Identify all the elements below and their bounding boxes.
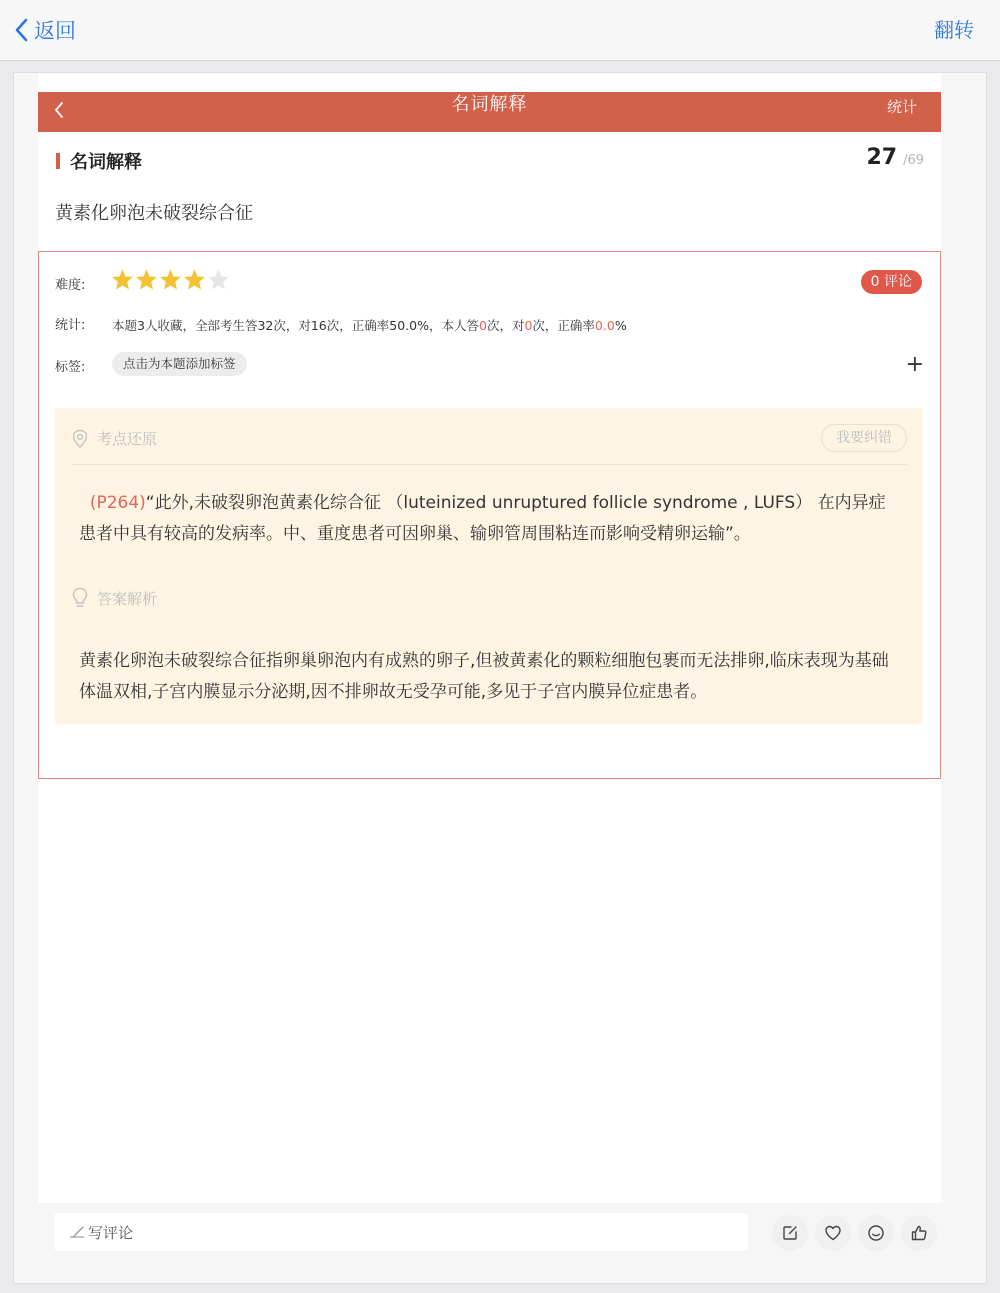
location-pin-icon — [71, 429, 89, 449]
add-tag-chip[interactable]: 点击为本题添加标签 — [112, 352, 247, 376]
write-comment-label: 写评论 — [88, 1223, 134, 1242]
question-counter — [866, 145, 924, 170]
point-paragraph — [79, 488, 901, 550]
answer-header-label: 答案解析 — [97, 589, 158, 608]
point-header-label: 考点还原 — [97, 430, 158, 448]
edit-note-button[interactable] — [772, 1215, 808, 1251]
back-label: 返回 — [34, 19, 76, 43]
add-tag-plus-button[interactable]: + — [905, 352, 924, 377]
lightbulb-icon — [71, 587, 89, 609]
stats-text — [112, 316, 627, 334]
divider — [71, 464, 907, 465]
point-header — [71, 428, 157, 449]
star-filled-icon — [111, 268, 134, 291]
bottom-action-bar — [54, 1213, 948, 1253]
question-content — [38, 73, 941, 1203]
question-sheet — [13, 72, 987, 1284]
like-button[interactable] — [901, 1215, 937, 1251]
section-title: 名词解释 — [70, 152, 142, 173]
star-empty-icon — [207, 268, 230, 291]
question-text: 黄素化卵泡未破裂综合征 — [55, 203, 253, 224]
heart-icon — [824, 1224, 842, 1242]
total-questions: /69 — [903, 153, 924, 168]
emoji-button[interactable] — [858, 1215, 894, 1251]
question-info-panel — [38, 251, 941, 779]
comments-badge[interactable]: 0 评论 — [861, 270, 922, 294]
stats-part-1: 本题3人收藏，全部考生答32次，对16次，正确率50.0%，本人答 — [112, 318, 479, 333]
answer-header — [71, 587, 157, 609]
analysis-panel — [55, 408, 923, 724]
section-accent-bar — [56, 153, 60, 169]
header-title: 名词解释 — [451, 94, 528, 115]
current-question-number: 27 — [866, 145, 898, 170]
thumbs-up-icon — [910, 1224, 928, 1242]
edit-icon — [781, 1224, 799, 1242]
stats-part-3: 次，正确率 — [532, 318, 595, 333]
stats-part-2: 次，对 — [486, 318, 525, 333]
star-filled-icon — [183, 268, 206, 291]
difficulty-stars — [111, 268, 231, 291]
own-correct-rate: 0.0 — [594, 318, 615, 333]
star-filled-icon — [159, 268, 182, 291]
flip-button[interactable]: 翻转 — [934, 18, 974, 42]
answer-paragraph: 黄素化卵泡未破裂综合征指卵巢卵泡内有成熟的卵子,但被黄素化的颗粒细胞包裹而无法排卵,临床表现为基础体温双相,子宫内膜显示分泌期,因不排卵故无受孕可能,多见于子宫内膜异位症患者。 — [79, 651, 889, 702]
section-heading — [54, 145, 924, 177]
stats-label: 统计: — [55, 318, 86, 333]
own-correct-count: 0 — [524, 318, 533, 333]
difficulty-label: 难度: — [55, 278, 86, 293]
top-navigation-bar — [0, 0, 1000, 61]
stats-part-4: % — [614, 318, 627, 333]
page-reference: (P264) — [89, 493, 146, 513]
write-comment-input[interactable] — [54, 1213, 748, 1251]
smile-icon — [867, 1224, 885, 1242]
stats-button[interactable]: 统计 — [886, 98, 917, 116]
favorite-button[interactable] — [815, 1215, 851, 1251]
tags-label: 标签: — [55, 360, 86, 375]
back-button[interactable] — [14, 14, 76, 46]
report-error-button[interactable]: 我要纠错 — [821, 424, 907, 452]
point-text: “此外,未破裂卵泡黄素化综合征 （luteinized unruptured follicle syndrome , LUFS） 在内异症患者中具有较高的发病率。中、重度患者可因卵巢、输卵管周围粘连而影响受精卵运输”。 — [79, 493, 886, 544]
chevron-left-icon — [14, 18, 28, 42]
star-filled-icon — [135, 268, 158, 291]
own-answer-count: 0 — [478, 318, 487, 333]
question-header-bar — [38, 92, 941, 132]
pencil-icon — [68, 1225, 86, 1239]
